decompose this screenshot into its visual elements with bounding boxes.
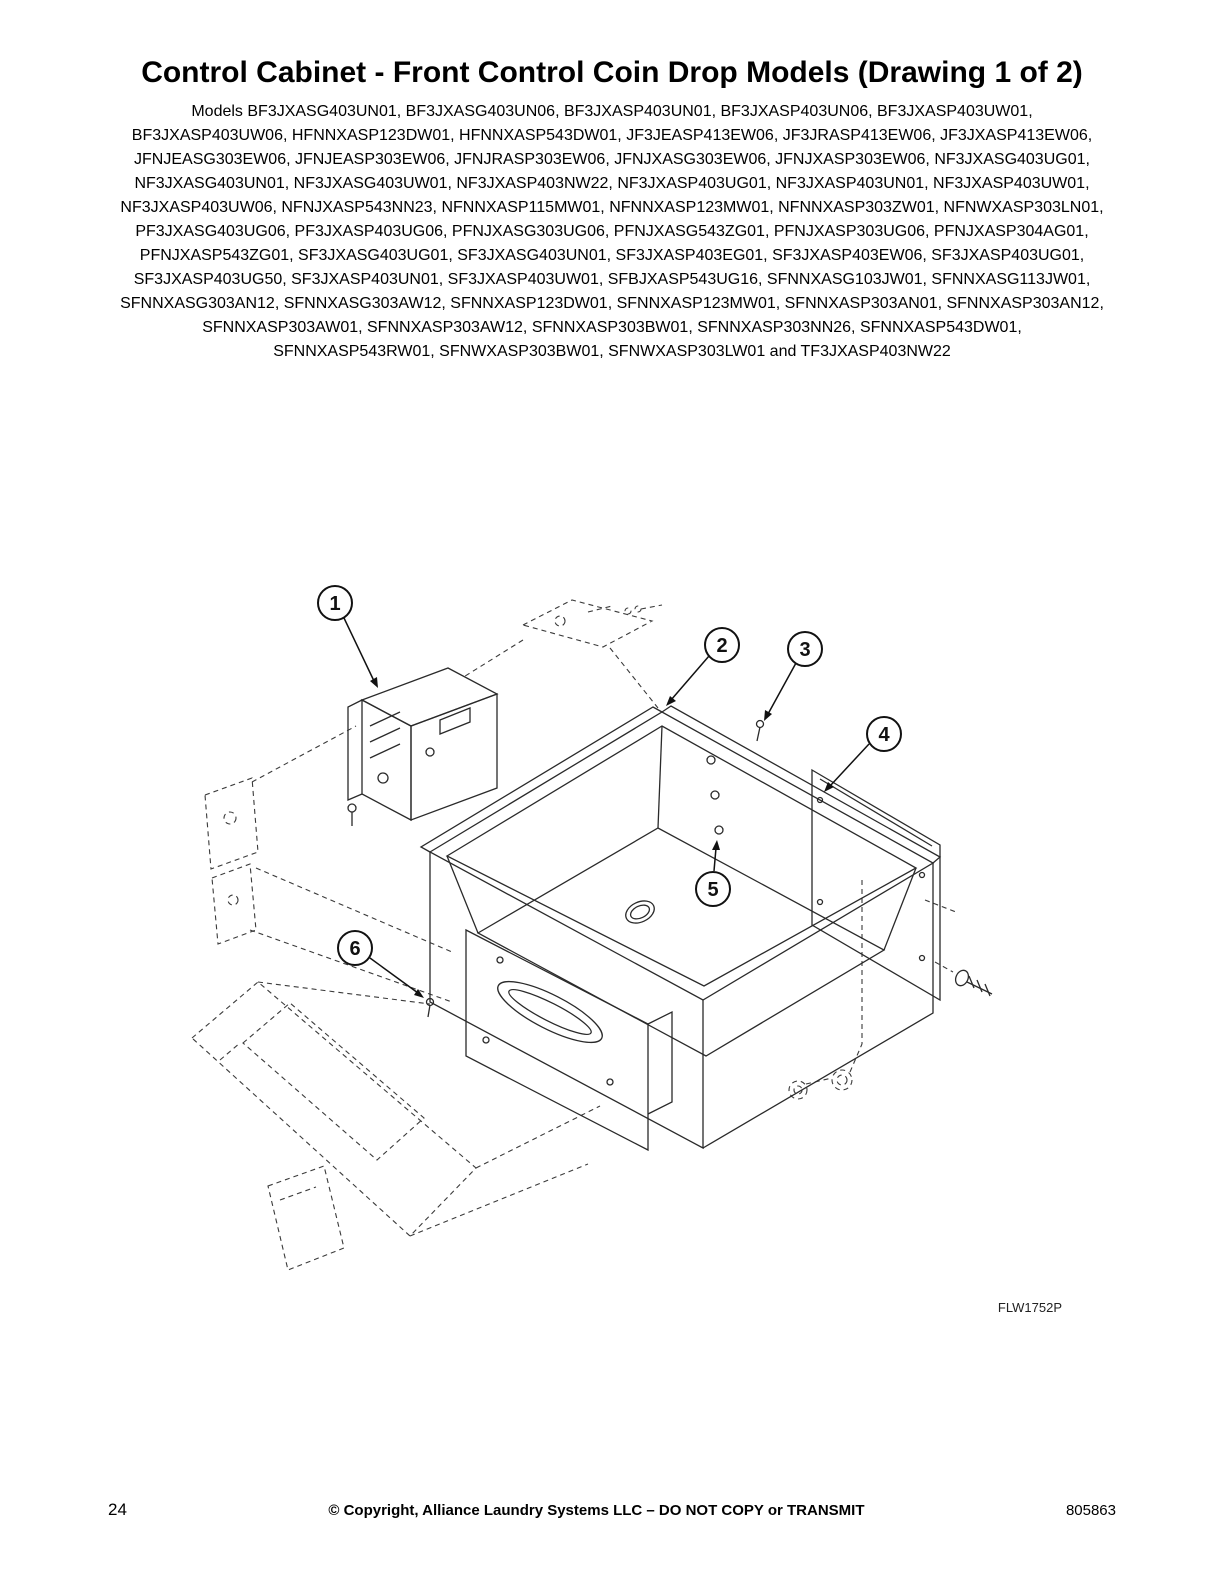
control-bracket-item-1 [348, 668, 497, 826]
callout-6-label: 6 [349, 938, 361, 960]
callout-6 [338, 931, 424, 998]
bolt-right [953, 968, 992, 996]
side-panel-item-4 [812, 770, 940, 1000]
callout-5 [696, 840, 730, 906]
callout-4-label: 4 [878, 724, 890, 746]
callout-2 [666, 628, 739, 706]
left-small-panels-dashed [205, 726, 452, 1002]
screw-item-3 [757, 721, 764, 742]
page-footer [0, 1500, 1224, 1520]
figure-code: FLW1752P [997, 1300, 1062, 1315]
page-number: 24 [108, 1500, 127, 1519]
callout-5-label: 5 [707, 879, 719, 901]
dashed-parts [192, 600, 956, 1270]
front-vault-panel [466, 930, 672, 1150]
front-panel-dashed [192, 982, 600, 1236]
callout-1 [318, 586, 378, 688]
callout-4 [824, 717, 901, 792]
document-number: 805863 [1065, 1502, 1116, 1519]
page-title: Control Cabinet - Front Control Coin Drop Models (Drawing 1 of 2) [141, 56, 1083, 89]
callout-2-label: 2 [716, 635, 728, 657]
lower-plate-dashed [268, 1166, 344, 1270]
model-list: Models BF3JXASG403UN01, BF3JXASG403UN06, BF3JXASP403UN01, BF3JXASP403UN06, BF3JXASP403UW01, BF3JXASP403UW06, HFNNXASP123DW01, HFNNXASP543DW01, JF3JEASP413EW06, JF3JRASP413EW06, JF3JXASP413EW06, JFNJEASG303EW06, JFNJEASP303EW06, JFNJRASP303EW06, JFNJXASG303EW06, JFNJXASP303EW06, NF3JXASG403UG01, NF3JXASG403UN01, NF3JXASG403UW01, NF3JXASP403NW22, NF3JXASP403UG01, NF3JXASP403UN01, NF3JXASP403UW01, NF3JXASP403UW06, NFNJXASP543NN23, NFNNXASP115MW01, NFNNXASP123MW01, NFNNXASP303ZW01, NFNWXASP303LN01, PF3JXASG403UG06, PF3JXASP403UG06, PFNJXASG303UG06, PFNJXASG543ZG01, PFNJXASP303UG06, PFNJXASP304AG01, PFNJXASP543ZG01, SF3JXASG403UG01, SF3JXASG403UN01, SF3JXASP403EG01, SF3JXASP403EW06, SF3JXASP403UG01, SF3JXASP403UG50, SF3JXASP403UN01, SF3JXASP403UW01, SFBJXASP543UG16, SFNNXASG103JW01, SFNNXASG113JW01, SFNNXASG303AN12, SFNNXASG303AW12, SFNNXASP123DW01, SFNNXASP123MW01, SFNNXASP303AN01, SFNNXASP303AN12, SFNNXASP303AW01, SFNNXASP303AW12, SFNNXASP303BW01, SFNNXASP303NN26, SFNNXASP543DW01, SFNNXASP543RW01, SFNWXASP303BW01, SFNWXASP303LW01 and TF3JXASP403NW22 [120, 103, 1104, 360]
callout-3 [764, 632, 822, 721]
exploded-diagram-svg [140, 560, 1100, 1330]
exploded-diagram [140, 560, 1100, 1330]
callout-1-label: 1 [329, 593, 341, 615]
callout-3-label: 3 [799, 639, 811, 661]
copyright-text: © Copyright, Alliance Laundry Systems LLC – DO NOT COPY or TRANSMIT [328, 1502, 865, 1519]
